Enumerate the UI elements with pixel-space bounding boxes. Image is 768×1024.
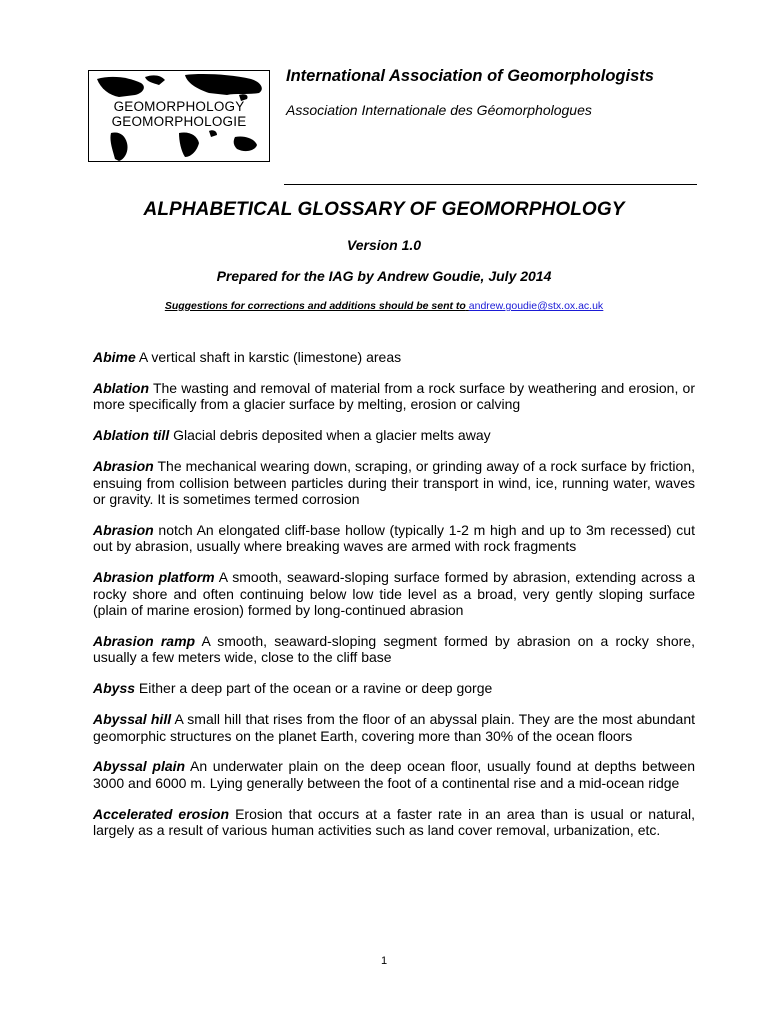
document-title: ALPHABETICAL GLOSSARY OF GEOMORPHOLOGY [143, 199, 625, 220]
glossary-definition: notch An elongated cliff-base hollow (typically 1-2 m high and up to 3m recessed) cut out by abrasion, usually where breaking waves are armed with rock fragments [93, 521, 695, 555]
glossary-term: Abyssal hill [93, 711, 172, 728]
page-number: 1 [380, 955, 388, 967]
glossary-entry [93, 633, 695, 666]
suggestions-note [0, 300, 768, 312]
iag-logo [88, 70, 270, 162]
glossary-entry [93, 711, 695, 744]
glossary-entry [93, 427, 695, 443]
glossary-entry [93, 458, 695, 507]
glossary-term: Ablation [93, 379, 149, 396]
glossary-definition: The mechanical wearing down, scraping, or grinding away of a rock surface by friction, ensuing from collision between particles during their transport in wind, ice, running water, waves or gravity. It is sometimes termed corrosion [93, 458, 695, 507]
suggestions-text: Suggestions for corrections and additions should be sent to [164, 300, 466, 312]
glossary-definition: An underwater plain on the deep ocean floor, usually found at depths between 3000 and 6000 m. Lying generally between the foot of a continental rise and a mid-ocean ridge [93, 758, 695, 791]
glossary-entry [93, 522, 695, 555]
glossary-definition: A smooth, seaward-sloping segment formed by abrasion on a rocky shore, usually a few meters wide, close to the cliff base [93, 632, 695, 666]
glossary-term: Abrasion ramp [93, 632, 196, 649]
glossary-term: Ablation till [93, 427, 170, 444]
glossary-entry [93, 380, 695, 413]
glossary-term: Abrasion platform [93, 569, 215, 586]
contact-email-link[interactable]: andrew.goudie@stx.ox.ac.uk [468, 300, 604, 312]
glossary-term: Abyssal plain [93, 758, 186, 775]
glossary-term: Abime [93, 349, 136, 365]
logo-text-english: GEOMORPHOLOGY [113, 99, 245, 114]
glossary-entry [93, 349, 695, 365]
glossary-definition: Glacial debris deposited when a glacier melts away [169, 427, 491, 444]
glossary-term: Accelerated erosion [93, 805, 230, 822]
logo-text-french: GEOMORPHOLOGIE [111, 114, 247, 129]
header-divider [284, 184, 697, 185]
glossary-term: Abrasion [93, 458, 154, 475]
document-version: Version 1.0 [346, 237, 422, 253]
glossary-definition: A vertical shaft in karstic (limestone) areas [135, 349, 402, 365]
glossary-term: Abrasion [93, 521, 154, 538]
glossary-definition: The wasting and removal of material from a rock surface by weathering and erosion, or more specifically from a glacier surface by melting, erosion or calving [93, 379, 695, 413]
organization-name: International Association of Geomorphologists [286, 67, 654, 85]
glossary-definition: Either a deep part of the ocean or a ravine or deep gorge [135, 680, 493, 697]
document-author-line: Prepared for the IAG by Andrew Goudie, July 2014 [216, 268, 552, 284]
glossary-entry [93, 569, 695, 618]
glossary-definition: A smooth, seaward-sloping surface formed by abrasion, extending across a rocky shore and often continuing below low tide level as a broad, very gently sloping surface (plain of marine erosion) formed by long-continued abrasion [93, 569, 695, 618]
glossary-term: Abyss [93, 680, 136, 697]
glossary-entry [93, 806, 695, 839]
glossary-entry [93, 680, 695, 696]
glossary-entries [93, 349, 695, 853]
glossary-definition: A small hill that rises from the floor of an abyssal plain. They are the most abundant geomorphic structures on the planet Earth, covering more than 30% of the ocean floors [93, 711, 695, 744]
glossary-entry [93, 758, 695, 791]
organization-name-french: Association Internationale des Géomorphologues [286, 102, 592, 118]
glossary-definition: Erosion that occurs at a faster rate in an area than is usual or natural, largely as a result of various human activities such as land cover removal, urbanization, etc. [93, 805, 695, 839]
